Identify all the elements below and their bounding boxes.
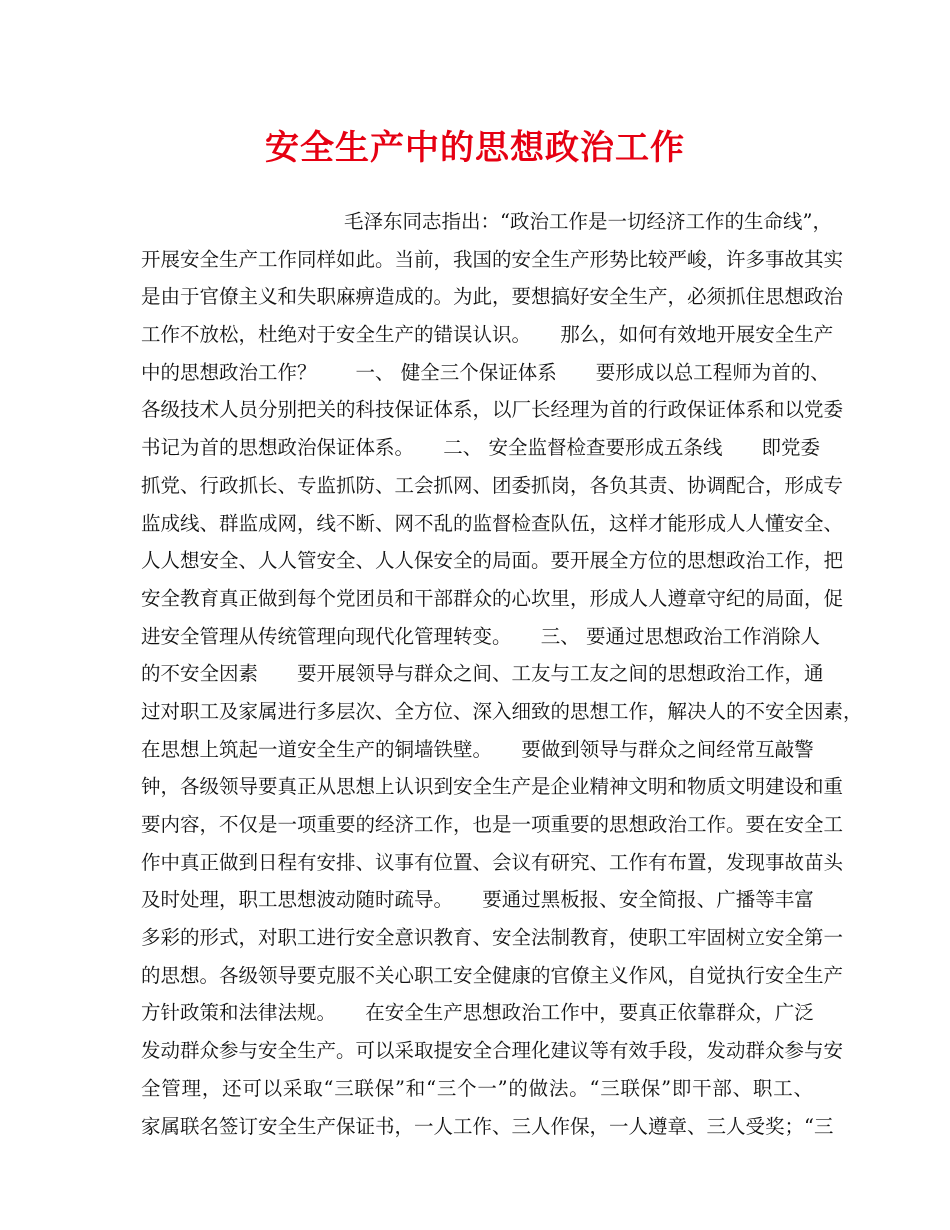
body-text-line: 人人想安全、人人管安全、人人保安全的局面。要开展全方位的思想政治工作，把 [141, 549, 844, 573]
body-text-line: 家属联名签订安全生产保证书，一人工作、三人作保，一人遵章、三人受奖；“三 [141, 1114, 834, 1138]
body-text-line: 毛泽东同志指出：“政治工作是一切经济工作的生命线”， [344, 210, 832, 233]
body-text-line: 作中真正做到日程有安排、议事有位置、会议有研究、工作有布置，发现事故苗头 [141, 850, 844, 874]
body-text-line: 全管理，还可以采取“三联保”和“三个一”的做法。“三联保”即干部、职工、 [141, 1076, 813, 1100]
body-text-line: 开展安全生产工作同样如此。当前，我国的安全生产形势比较严峻，许多事故其实 [141, 247, 844, 271]
body-text-line: 监成线、群监成网，线不断、网不乱的监督检查队伍，这样才能形成人人懂安全、 [141, 511, 844, 535]
body-text-line: 及时处理，职工思想波动随时疏导。 要通过黑板报、安全简报、广播等丰富 [141, 888, 814, 912]
body-text-line: 要内容，不仅是一项重要的经济工作，也是一项重要的思想政治工作。要在安全工 [141, 813, 844, 836]
document-title: 安全生产中的思想政治工作 [265, 128, 685, 168]
body-text-line: 方针政策和法律法规。 在安全生产思想政治工作中，要真正依靠群众，广泛 [141, 1001, 814, 1025]
document-body [141, 203, 863, 1145]
body-text-line: 的思想。各级领导要克服不关心职工安全健康的官僚主义作风，自觉执行安全生产 [141, 963, 844, 987]
body-text-line: 过对职工及家属进行多层次、全方位、深入细致的思想工作，解决人的不安全因素， [141, 699, 863, 723]
body-text-line: 多彩的形式，对职工进行安全意识教育、安全法制教育，使职工牢固树立安全第一 [141, 926, 844, 950]
body-text-line: 中的思想政治工作？ 一、 健全三个保证体系 要形成以总工程师为首的、 [141, 360, 830, 384]
body-text-line: 是由于官僚主义和失职麻痹造成的。为此，要想搞好安全生产，必须抓住思想政治 [141, 285, 844, 309]
body-text-line: 各级技术人员分别把关的科技保证体系，以厂长经理为首的行政保证体系和以党委 [141, 398, 844, 422]
body-text-line: 工作不放松，杜绝对于安全生产的错误认识。 那么，如何有效地开展安全生产 [141, 323, 834, 347]
body-text-line: 发动群众参与安全生产。可以采取提安全合理化建议等有效手段，发动群众参与安 [141, 1039, 844, 1063]
body-text-line: 钟，各级领导要真正从思想上认识到安全生产是企业精神文明和物质文明建设和重 [141, 775, 844, 799]
body-text-line: 抓党、行政抓长、专监抓防、工会抓网、团委抓岗，各负其责、协调配合，形成专 [141, 473, 844, 497]
body-text-line: 的不安全因素 要开展领导与群众之间、工友与工友之间的思想政治工作，通 [141, 662, 824, 686]
body-text-line: 安全教育真正做到每个党团员和干部群众的心坎里，形成人人遵章守纪的局面，促 [141, 586, 844, 610]
body-text-line: 书记为首的思想政治保证体系。 二、 安全监督检查要形成五条线 即党委 [141, 436, 820, 460]
body-text-line: 在思想上筑起一道安全生产的铜墙铁壁。 要做到领导与群众之间经常互敲警 [141, 737, 814, 761]
body-text-line: 进安全管理从传统管理向现代化管理转变。 三、 要通过思想政治工作消除人 [141, 624, 820, 648]
